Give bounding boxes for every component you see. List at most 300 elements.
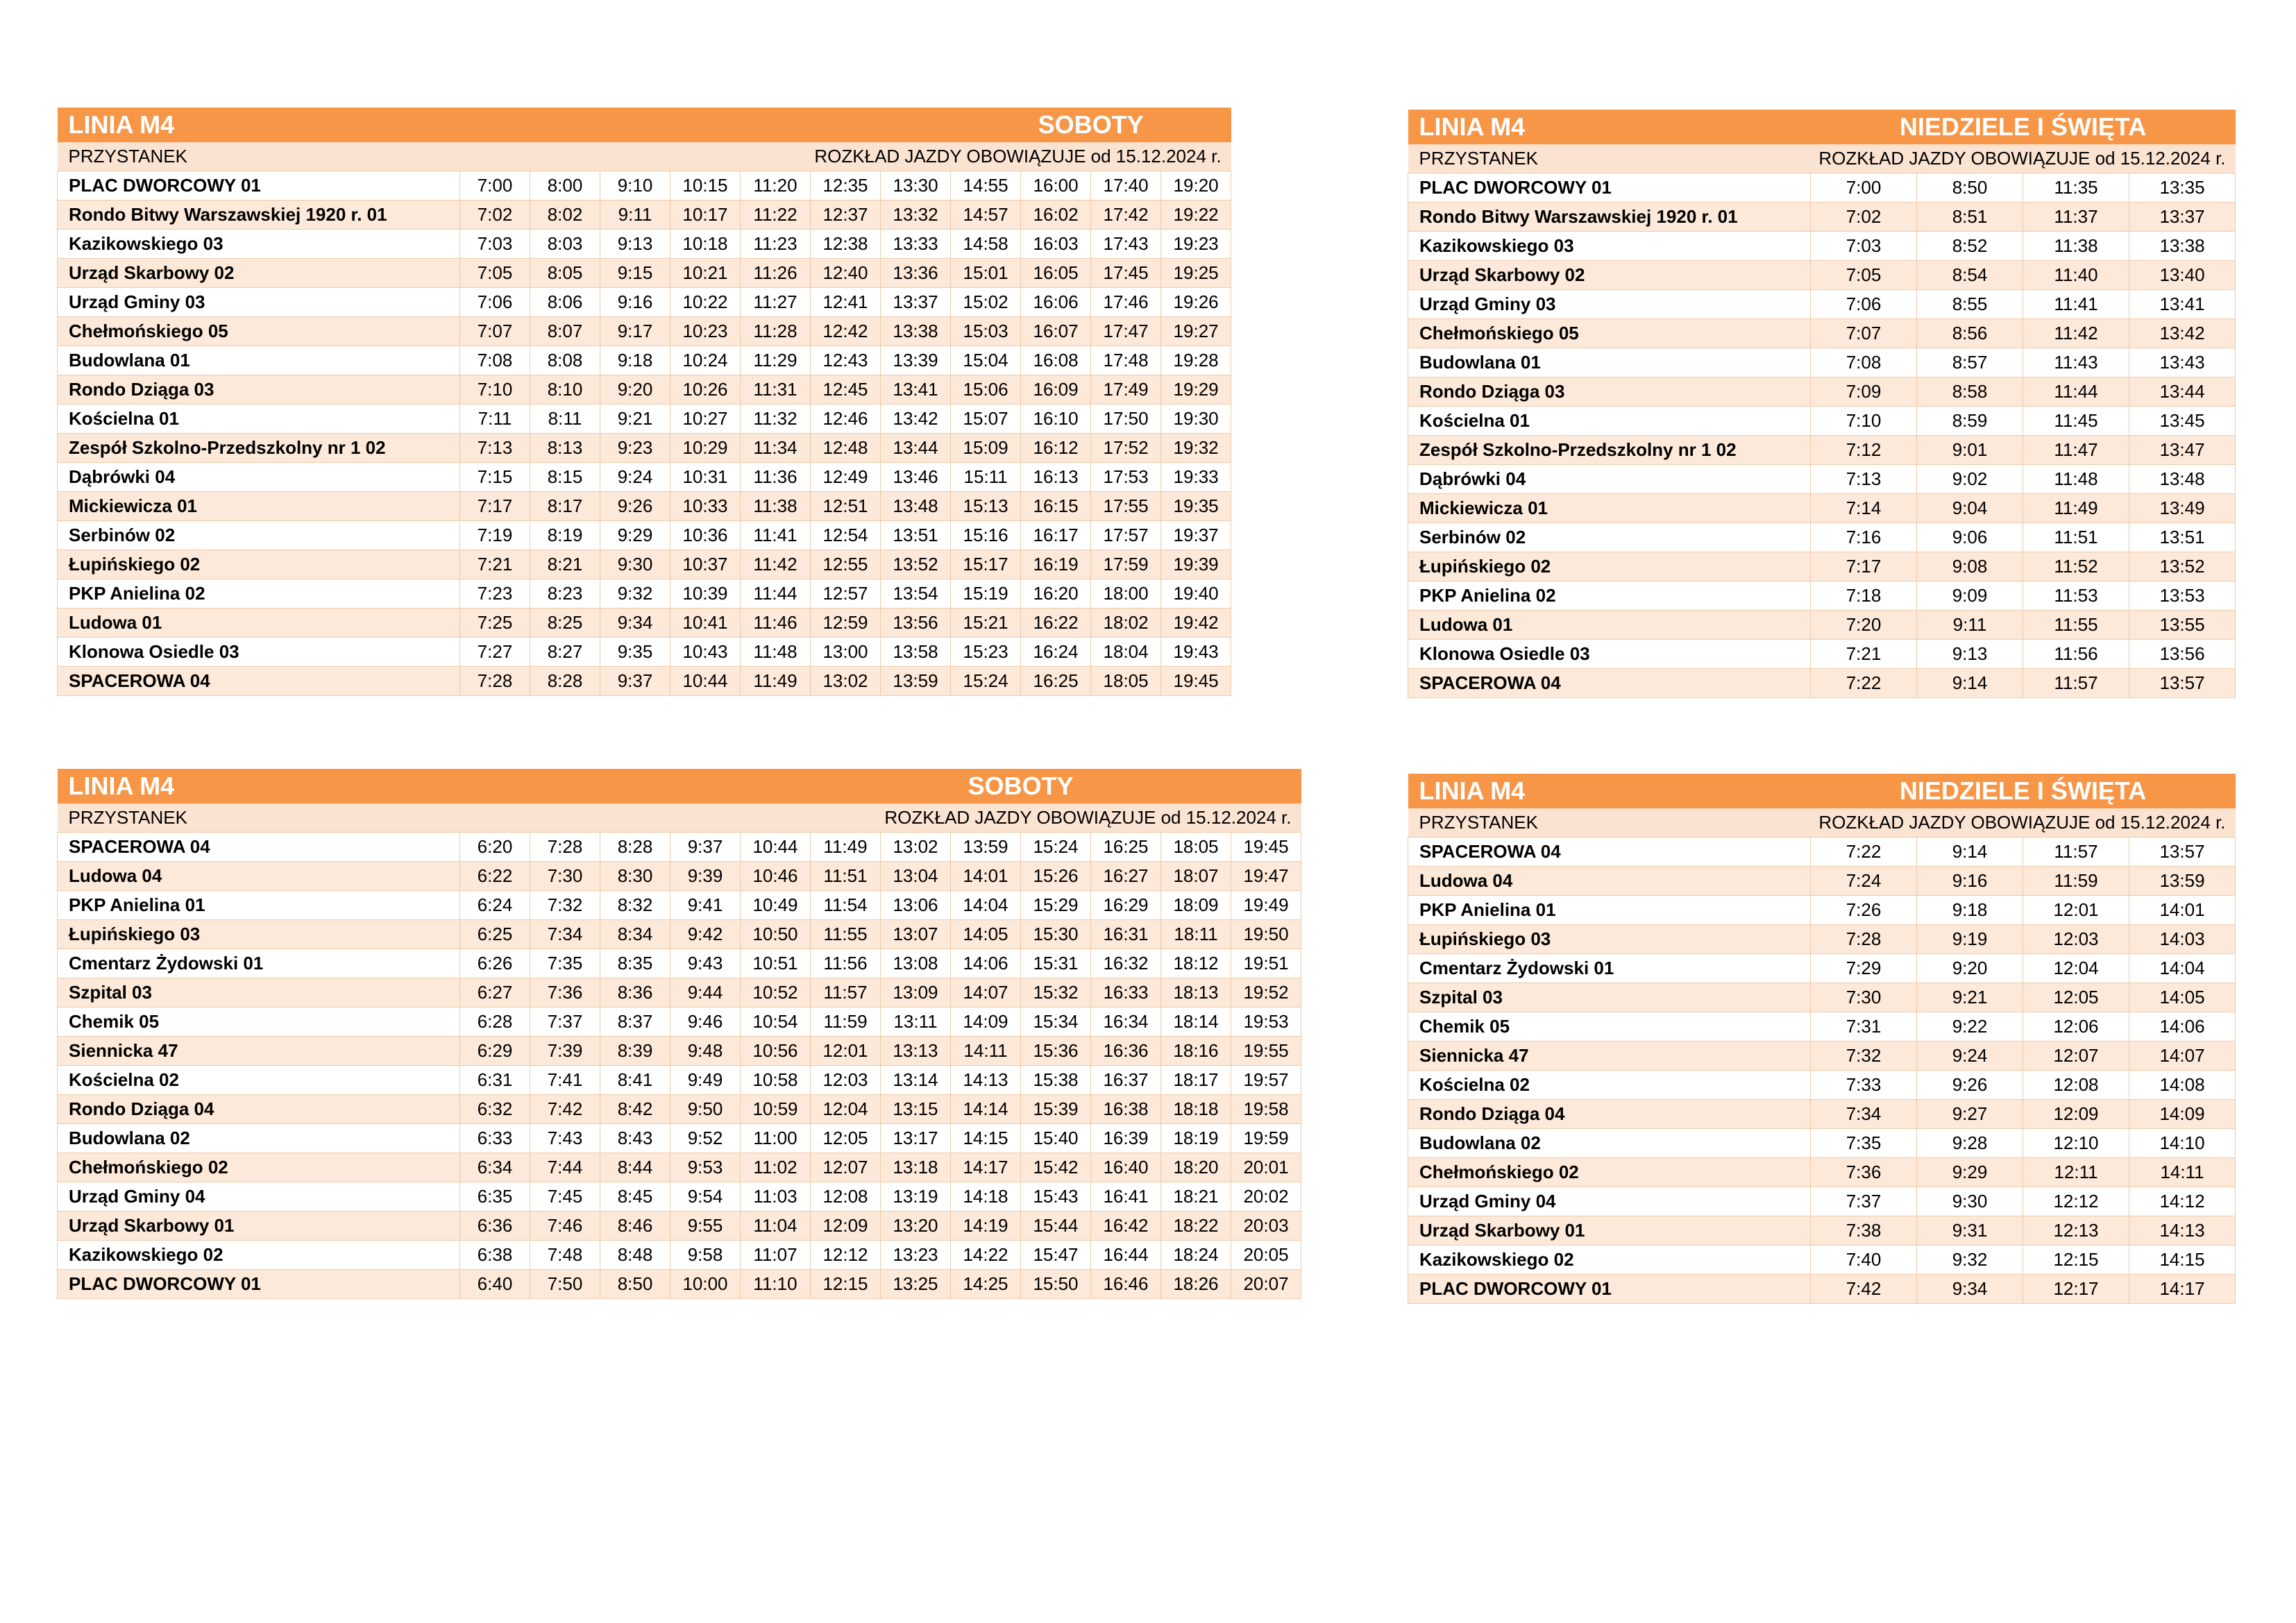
departure-time: 9:06 [1917, 523, 2023, 552]
table-row [1408, 640, 2236, 669]
departure-time: 20:03 [1231, 1212, 1301, 1241]
stop-name: Serbinów 02 [1408, 523, 1811, 552]
departure-time: 8:41 [600, 1066, 670, 1095]
departure-time: 13:25 [881, 1270, 951, 1299]
departure-time: 7:09 [1811, 377, 1917, 407]
header-filler [460, 108, 951, 142]
departure-time: 16:05 [1021, 259, 1091, 288]
departure-time: 13:58 [881, 638, 951, 667]
departure-time: 7:35 [530, 949, 600, 978]
stop-name: Rondo Dziąga 04 [1408, 1100, 1811, 1129]
stop-name: Chełmońskiego 05 [58, 317, 460, 346]
departure-time: 15:11 [951, 463, 1021, 492]
departure-time: 9:18 [600, 346, 670, 375]
departure-time: 13:52 [881, 550, 951, 579]
stop-name: Rondo Dziąga 03 [1408, 377, 1811, 407]
departure-time: 16:46 [1091, 1270, 1161, 1299]
departure-time: 16:25 [1021, 667, 1091, 696]
table-row [1408, 348, 2236, 377]
departure-time: 16:24 [1021, 638, 1091, 667]
stop-name: Kazikowskiego 02 [1408, 1246, 1811, 1275]
departure-time: 7:38 [1811, 1216, 1917, 1246]
departure-time: 18:07 [1161, 862, 1231, 891]
departure-time: 9:23 [600, 434, 670, 463]
departure-time: 15:06 [951, 375, 1021, 405]
departure-time: 7:37 [1811, 1187, 1917, 1216]
departure-time: 9:16 [600, 288, 670, 317]
departure-time: 12:03 [811, 1066, 881, 1095]
stop-name: Zespół Szkolno-Przedszkolny nr 1 02 [58, 434, 460, 463]
departure-time: 11:36 [741, 463, 811, 492]
departure-time: 10:44 [741, 833, 811, 862]
departure-time: 12:12 [811, 1241, 881, 1270]
departure-time: 11:51 [2023, 523, 2129, 552]
stop-name: Ludowa 01 [1408, 611, 1811, 640]
departure-time: 9:08 [1917, 552, 2023, 581]
departure-time: 14:11 [951, 1037, 1021, 1066]
table-row [58, 1182, 1301, 1212]
departure-time: 19:45 [1231, 833, 1301, 862]
departure-time: 12:09 [2023, 1100, 2129, 1129]
departure-time: 19:47 [1231, 862, 1301, 891]
departure-time: 8:34 [600, 920, 670, 949]
line-title: LINIA M4 [1408, 774, 1811, 808]
departure-time: 11:44 [741, 579, 811, 609]
departure-time: 15:44 [1021, 1212, 1091, 1241]
departure-time: 13:08 [881, 949, 951, 978]
table-row [58, 550, 1231, 579]
departure-time: 8:37 [600, 1008, 670, 1037]
table-row [58, 667, 1231, 696]
departure-time: 7:34 [530, 920, 600, 949]
departure-time: 13:59 [881, 667, 951, 696]
departure-time: 11:28 [741, 317, 811, 346]
stop-name: Zespół Szkolno-Przedszkolny nr 1 02 [1408, 436, 1811, 465]
departure-time: 7:08 [1811, 348, 1917, 377]
departure-time: 6:40 [460, 1270, 530, 1299]
departure-time: 9:26 [600, 492, 670, 521]
stop-name: Kościelna 02 [58, 1066, 460, 1095]
departure-time: 7:22 [1811, 838, 1917, 867]
departure-time: 7:08 [460, 346, 530, 375]
table-row [58, 920, 1301, 949]
departure-time: 19:28 [1161, 346, 1231, 375]
departure-time: 13:46 [881, 463, 951, 492]
table-row [58, 1008, 1301, 1037]
departure-time: 7:42 [1811, 1275, 1917, 1304]
stop-name: Łupińskiego 02 [1408, 552, 1811, 581]
departure-time: 7:05 [1811, 261, 1917, 290]
departure-time: 7:42 [530, 1095, 600, 1124]
departure-time: 12:43 [811, 346, 881, 375]
departure-time: 11:44 [2023, 377, 2129, 407]
departure-time: 17:45 [1091, 259, 1161, 288]
departure-time: 18:04 [1091, 638, 1161, 667]
departure-time: 11:53 [2023, 581, 2129, 611]
departure-time: 13:39 [881, 346, 951, 375]
departure-time: 13:38 [2129, 232, 2236, 261]
departure-time: 14:19 [951, 1212, 1021, 1241]
departure-time: 12:54 [811, 521, 881, 550]
table-row [1408, 494, 2236, 523]
departure-time: 14:03 [2129, 925, 2236, 954]
departure-time: 15:07 [951, 405, 1021, 434]
departure-time: 11:41 [741, 521, 811, 550]
departure-time: 9:22 [1917, 1012, 2023, 1042]
departure-time: 19:59 [1231, 1124, 1301, 1153]
stop-column-header: PRZYSTANEK [1408, 808, 1811, 838]
departure-time: 13:38 [881, 317, 951, 346]
departure-time: 7:16 [1811, 523, 1917, 552]
stop-name: Ludowa 04 [1408, 867, 1811, 896]
table-row [58, 201, 1231, 230]
departure-time: 7:45 [530, 1182, 600, 1212]
departure-time: 13:30 [881, 171, 951, 201]
stop-name: Dąbrówki 04 [1408, 465, 1811, 494]
stop-name: Rondo Dziąga 03 [58, 375, 460, 405]
departure-time: 7:39 [530, 1037, 600, 1066]
departure-time: 8:59 [1917, 407, 2023, 436]
departure-time: 14:07 [2129, 1042, 2236, 1071]
stop-name: Urząd Skarbowy 01 [1408, 1216, 1811, 1246]
departure-time: 15:24 [1021, 833, 1091, 862]
departure-time: 11:20 [741, 171, 811, 201]
validity-note: ROZKŁAD JAZDY OBOWIĄZUJE od 15.12.2024 r. [460, 804, 1301, 833]
table-row [1408, 1187, 2236, 1216]
departure-time: 12:08 [811, 1182, 881, 1212]
departure-time: 11:23 [741, 230, 811, 259]
departure-time: 9:50 [670, 1095, 741, 1124]
departure-time: 16:38 [1091, 1095, 1161, 1124]
departure-time: 9:20 [1917, 954, 2023, 983]
departure-time: 8:21 [530, 550, 600, 579]
departure-time: 11:48 [2023, 465, 2129, 494]
table-row [1408, 232, 2236, 261]
departure-time: 8:52 [1917, 232, 2023, 261]
table-row [58, 1241, 1301, 1270]
stop-name: Łupińskiego 03 [1408, 925, 1811, 954]
departure-time: 16:20 [1021, 579, 1091, 609]
departure-time: 11:47 [2023, 436, 2129, 465]
departure-time: 7:03 [1811, 232, 1917, 261]
stop-name: SPACEROWA 04 [58, 667, 460, 696]
departure-time: 7:46 [530, 1212, 600, 1241]
departure-time: 12:07 [811, 1153, 881, 1182]
departure-time: 11:57 [2023, 669, 2129, 698]
stop-name: Chemik 05 [1408, 1012, 1811, 1042]
table-row [1408, 954, 2236, 983]
departure-time: 7:33 [1811, 1071, 1917, 1100]
departure-time: 9:32 [1917, 1246, 2023, 1275]
stop-name: Kazikowskiego 03 [1408, 232, 1811, 261]
departure-time: 7:28 [460, 667, 530, 696]
departure-time: 11:59 [2023, 867, 2129, 896]
departure-time: 16:40 [1091, 1153, 1161, 1182]
departure-time: 11:31 [741, 375, 811, 405]
departure-time: 9:14 [1917, 669, 2023, 698]
departure-time: 17:53 [1091, 463, 1161, 492]
departure-time: 14:11 [2129, 1158, 2236, 1187]
stop-name: PKP Anielina 02 [1408, 581, 1811, 611]
departure-time: 9:32 [600, 579, 670, 609]
departure-time: 13:18 [881, 1153, 951, 1182]
table-row [58, 1095, 1301, 1124]
table-row [58, 171, 1231, 201]
departure-time: 15:01 [951, 259, 1021, 288]
departure-time: 12:45 [811, 375, 881, 405]
stop-name: PLAC DWORCOWY 01 [58, 1270, 460, 1299]
departure-time: 19:39 [1161, 550, 1231, 579]
departure-time: 20:05 [1231, 1241, 1301, 1270]
departure-time: 12:05 [811, 1124, 881, 1153]
departure-time: 11:35 [2023, 173, 2129, 203]
departure-time: 13:59 [2129, 867, 2236, 896]
table-row [1408, 1129, 2236, 1158]
departure-time: 18:20 [1161, 1153, 1231, 1182]
departure-time: 8:03 [530, 230, 600, 259]
departure-time: 8:11 [530, 405, 600, 434]
departure-time: 12:17 [2023, 1275, 2129, 1304]
stop-name: Chełmońskiego 02 [1408, 1158, 1811, 1187]
stop-name: Mickiewicza 01 [1408, 494, 1811, 523]
departure-time: 8:32 [600, 891, 670, 920]
departure-time: 9:48 [670, 1037, 741, 1066]
departure-time: 9:27 [1917, 1100, 2023, 1129]
departure-time: 15:13 [951, 492, 1021, 521]
departure-time: 10:52 [741, 978, 811, 1008]
stop-name: Rondo Dziąga 04 [58, 1095, 460, 1124]
departure-time: 6:27 [460, 978, 530, 1008]
departure-time: 13:54 [881, 579, 951, 609]
departure-time: 18:19 [1161, 1124, 1231, 1153]
stop-name: Serbinów 02 [58, 521, 460, 550]
departure-time: 10:37 [670, 550, 741, 579]
departure-time: 9:43 [670, 949, 741, 978]
departure-time: 11:56 [2023, 640, 2129, 669]
stop-name: SPACEROWA 04 [1408, 838, 1811, 867]
departure-time: 6:20 [460, 833, 530, 862]
departure-time: 7:32 [1811, 1042, 1917, 1071]
departure-time: 8:28 [530, 667, 600, 696]
departure-time: 6:38 [460, 1241, 530, 1270]
departure-time: 10:58 [741, 1066, 811, 1095]
table-row [1408, 290, 2236, 319]
stop-name: Łupińskiego 02 [58, 550, 460, 579]
table-row [1408, 1042, 2236, 1071]
stop-name: PKP Anielina 02 [58, 579, 460, 609]
line-title: LINIA M4 [58, 769, 460, 804]
table-row [58, 609, 1231, 638]
departure-time: 13:49 [2129, 494, 2236, 523]
departure-time: 7:32 [530, 891, 600, 920]
departure-time: 11:52 [2023, 552, 2129, 581]
stop-name: Kościelna 01 [1408, 407, 1811, 436]
table-row [58, 375, 1231, 405]
departure-time: 9:52 [670, 1124, 741, 1153]
table-row [58, 1270, 1301, 1299]
departure-time: 13:47 [2129, 436, 2236, 465]
table-row [1408, 581, 2236, 611]
departure-time: 7:22 [1811, 669, 1917, 698]
departure-time: 19:37 [1161, 521, 1231, 550]
stop-name: Budowlana 01 [58, 346, 460, 375]
departure-time: 12:15 [2023, 1246, 2129, 1275]
departure-time: 18:02 [1091, 609, 1161, 638]
table-row [1408, 1275, 2236, 1304]
departure-time: 8:50 [1917, 173, 2023, 203]
departure-time: 15:03 [951, 317, 1021, 346]
departure-time: 13:06 [881, 891, 951, 920]
departure-time: 14:25 [951, 1270, 1021, 1299]
departure-time: 11:51 [811, 862, 881, 891]
stop-name: Budowlana 02 [58, 1124, 460, 1153]
departure-time: 16:17 [1021, 521, 1091, 550]
departure-time: 16:15 [1021, 492, 1091, 521]
table-row [58, 638, 1231, 667]
departure-time: 13:56 [2129, 640, 2236, 669]
departure-time: 16:25 [1091, 833, 1161, 862]
departure-time: 9:54 [670, 1182, 741, 1212]
stop-column-header: PRZYSTANEK [58, 804, 460, 833]
departure-time: 7:00 [1811, 173, 1917, 203]
departure-time: 19:27 [1161, 317, 1231, 346]
departure-time: 18:21 [1161, 1182, 1231, 1212]
departure-time: 8:46 [600, 1212, 670, 1241]
validity-note: ROZKŁAD JAZDY OBOWIĄZUJE od 15.12.2024 r. [460, 142, 1231, 171]
departure-time: 19:43 [1161, 638, 1231, 667]
departure-time: 16:44 [1091, 1241, 1161, 1270]
departure-time: 16:33 [1091, 978, 1161, 1008]
departure-time: 14:04 [951, 891, 1021, 920]
departure-time: 18:17 [1161, 1066, 1231, 1095]
validity-note: ROZKŁAD JAZDY OBOWIĄZUJE od 15.12.2024 r. [1811, 808, 2236, 838]
table-row [1408, 983, 2236, 1012]
departure-time: 8:28 [600, 833, 670, 862]
departure-time: 10:46 [741, 862, 811, 891]
departure-time: 10:59 [741, 1095, 811, 1124]
departure-time: 17:57 [1091, 521, 1161, 550]
departure-time: 9:29 [600, 521, 670, 550]
departure-time: 10:41 [670, 609, 741, 638]
departure-time: 8:39 [600, 1037, 670, 1066]
departure-time: 8:27 [530, 638, 600, 667]
departure-time: 16:29 [1091, 891, 1161, 920]
table-row [1408, 465, 2236, 494]
stop-name: Urząd Skarbowy 01 [58, 1212, 460, 1241]
table-row [58, 405, 1231, 434]
departure-time: 7:13 [1811, 465, 1917, 494]
departure-time: 9:21 [1917, 983, 2023, 1012]
stop-name: PLAC DWORCOWY 01 [1408, 173, 1811, 203]
departure-time: 14:22 [951, 1241, 1021, 1270]
departure-time: 8:25 [530, 609, 600, 638]
departure-time: 7:02 [460, 201, 530, 230]
departure-time: 9:53 [670, 1153, 741, 1182]
table-row [1408, 1216, 2236, 1246]
departure-time: 10:24 [670, 346, 741, 375]
departure-time: 12:42 [811, 317, 881, 346]
departure-time: 19:25 [1161, 259, 1231, 288]
departure-time: 15:29 [1021, 891, 1091, 920]
departure-time: 7:19 [460, 521, 530, 550]
stop-name: Cmentarz Żydowski 01 [58, 949, 460, 978]
departure-time: 12:15 [811, 1270, 881, 1299]
table-row [58, 463, 1231, 492]
departure-time: 19:23 [1161, 230, 1231, 259]
departure-time: 11:49 [2023, 494, 2129, 523]
departure-time: 14:13 [2129, 1216, 2236, 1246]
stop-name: PKP Anielina 01 [1408, 896, 1811, 925]
departure-time: 18:26 [1161, 1270, 1231, 1299]
departure-time: 6:31 [460, 1066, 530, 1095]
departure-time: 18:00 [1091, 579, 1161, 609]
departure-time: 13:51 [881, 521, 951, 550]
departure-time: 9:35 [600, 638, 670, 667]
departure-time: 9:04 [1917, 494, 2023, 523]
departure-time: 7:23 [460, 579, 530, 609]
departure-time: 20:01 [1231, 1153, 1301, 1182]
stop-name: Rondo Bitwy Warszawskiej 1920 r. 01 [58, 201, 460, 230]
table-row [1408, 523, 2236, 552]
departure-time: 19:30 [1161, 405, 1231, 434]
departure-time: 13:23 [881, 1241, 951, 1270]
departure-time: 18:16 [1161, 1037, 1231, 1066]
departure-time: 15:04 [951, 346, 1021, 375]
departure-time: 13:52 [2129, 552, 2236, 581]
departure-time: 10:26 [670, 375, 741, 405]
departure-time: 14:08 [2129, 1071, 2236, 1100]
departure-time: 19:53 [1231, 1008, 1301, 1037]
departure-time: 18:09 [1161, 891, 1231, 920]
departure-time: 14:06 [2129, 1012, 2236, 1042]
departure-time: 10:18 [670, 230, 741, 259]
departure-time: 13:45 [2129, 407, 2236, 436]
departure-time: 17:40 [1091, 171, 1161, 201]
stop-name: Szpital 03 [58, 978, 460, 1008]
departure-time: 13:19 [881, 1182, 951, 1212]
departure-time: 18:18 [1161, 1095, 1231, 1124]
departure-time: 13:00 [811, 638, 881, 667]
table-row [1408, 377, 2236, 407]
departure-time: 19:42 [1161, 609, 1231, 638]
departure-time: 7:27 [460, 638, 530, 667]
table-row [58, 862, 1301, 891]
departure-time: 13:04 [881, 862, 951, 891]
departure-time: 16:09 [1021, 375, 1091, 405]
departure-time: 10:27 [670, 405, 741, 434]
departure-time: 9:30 [1917, 1187, 2023, 1216]
departure-time: 8:56 [1917, 319, 2023, 348]
departure-time: 6:28 [460, 1008, 530, 1037]
departure-time: 7:14 [1811, 494, 1917, 523]
departure-time: 13:17 [881, 1124, 951, 1153]
departure-time: 12:01 [811, 1037, 881, 1066]
departure-time: 18:05 [1161, 833, 1231, 862]
table-row [1408, 261, 2236, 290]
stop-column-header: PRZYSTANEK [58, 142, 460, 171]
departure-time: 7:07 [1811, 319, 1917, 348]
stop-name: Urząd Skarbowy 02 [1408, 261, 1811, 290]
departure-time: 16:08 [1021, 346, 1091, 375]
departure-time: 15:40 [1021, 1124, 1091, 1153]
departure-time: 9:44 [670, 978, 741, 1008]
departure-time: 17:46 [1091, 288, 1161, 317]
departure-time: 19:33 [1161, 463, 1231, 492]
departure-time: 8:30 [600, 862, 670, 891]
departure-time: 11:10 [741, 1270, 811, 1299]
departure-time: 17:59 [1091, 550, 1161, 579]
departure-time: 11:32 [741, 405, 811, 434]
